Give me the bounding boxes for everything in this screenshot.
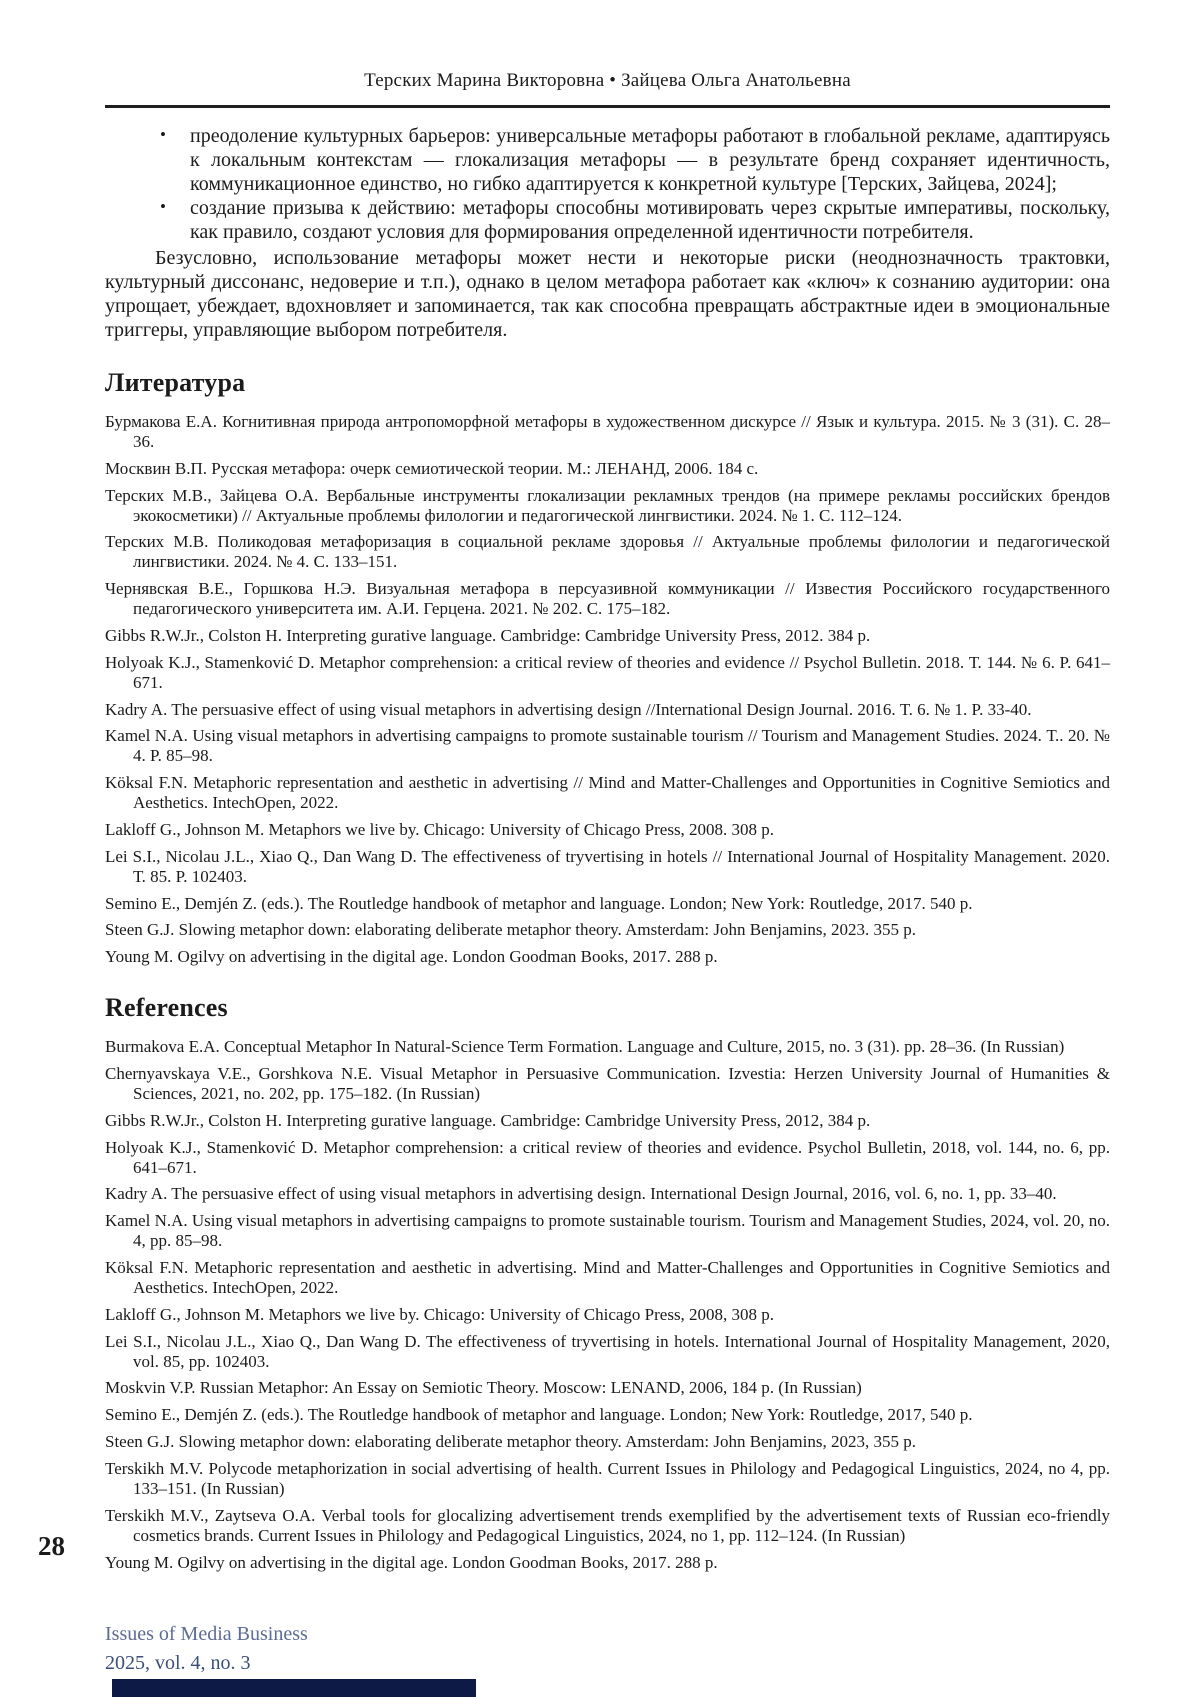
- reference-entry: Gibbs R.W.Jr., Colston H. Interpreting gurative language. Cambridge: Cambridge University Press, 2012, 384 p.: [105, 1110, 871, 1130]
- reference-entry: Бурмакова Е.А. Когнитивная природа антропоморфной метафоры в художественном дискурсе // Язык и культура. 2015. № 3 (31). С. 28–36.: [105, 412, 1110, 451]
- bullet-list: [105, 124, 1110, 244]
- reference-entry: Steen G.J. Slowing metaphor down: elaborating deliberate metaphor theory. Amsterdam: John Benjamins, 2023, 355 p.: [105, 1432, 916, 1452]
- reference-entry: Терских М.В. Поликодовая метафоризация в социальной рекламе здоровья // Актуальные проблемы филологии и педагогической лингвистики. 2024. № 4. С. 133–151.: [105, 532, 1110, 572]
- reference-entry: Gibbs R.W.Jr., Colston H. Interpreting gurative language. Cambridge: Cambridge University Press, 2012. 384 p.: [105, 625, 871, 645]
- reference-entry: Terskikh M.V. Polycode metaphorization in social advertising of health. Current Issues in Philology and Pedagogical Linguistics, 2024, no 4, pp. 133–151. (In Russian): [105, 1459, 1110, 1498]
- reference-entry: Lei S.I., Nicolau J.L., Xiao Q., Dan Wang D. The effectiveness of tryvertising in hotels // International Journal of Hospitality Management. 2020. Т. 85. P. 102403.: [105, 846, 1110, 886]
- literature-heading: Литература: [105, 368, 246, 397]
- reference-entry: Lakloff G., Johnson M. Metaphors we live by. Chicago: University of Chicago Press, 2008, 308 p.: [105, 1304, 775, 1324]
- document-page: [105, 0, 1110, 1579]
- reference-entry: Köksal F.N. Metaphoric representation and aesthetic in advertising. Mind and Matter-Challenges and Opportunities in Cognitive Semiotics and Aesthetics. IntechOpen, 2022.: [105, 1258, 1110, 1297]
- reference-entry: Holyoak K.J., Stamenković D. Metaphor comprehension: a critical review of theories and evidence // Psychol Bulletin. 2018. Т. 144. № 6. P. 641–671.: [105, 652, 1110, 692]
- reference-entry: Moskvin V.P. Russian Metaphor: An Essay on Semiotic Theory. Moscow: LENAND, 2006, 184 p. (In Russian): [105, 1378, 862, 1398]
- literature-list: [105, 412, 1110, 967]
- reference-entry: Burmakova E.A. Conceptual Metaphor In Natural-Science Term Formation. Language and Culture, 2015, no. 3 (31). pp. 28–36. (In Russian): [105, 1037, 1065, 1057]
- reference-entry: Terskikh M.V., Zaytseva O.A. Verbal tools for glocalizing advertisement trends exemplified by the advertisement texts of Russian eco-friendly cosmetics brands. Current Issues in Philology and Pedagogical Linguistics, 2024, no 1, pp. 112–124. (In Russian): [105, 1505, 1110, 1545]
- reference-entry: Kadry A. The persuasive effect of using visual metaphors in advertising design //International Design Journal. 2016. Т. 6. № 1. P. 33-40.: [105, 699, 1032, 719]
- reference-entry: Chernyavskaya V.E., Gorshkova N.E. Visual Metaphor in Persuasive Communication. Izvestia: Herzen University Journal of Humanities & Sciences, 2021, no. 202, pp. 175–182. (In Russian): [105, 1064, 1110, 1103]
- journal-issue: 2025, vol. 4, no. 3: [105, 1652, 251, 1674]
- header-rule: [105, 105, 1110, 108]
- bottom-bar: [112, 1679, 476, 1697]
- reference-entry: Steen G.J. Slowing metaphor down: elaborating deliberate metaphor theory. Amsterdam: John Benjamins, 2023. 355 p.: [105, 920, 916, 940]
- reference-entry: Kamel N.A. Using visual metaphors in advertising campaigns to promote sustainable tourism. Tourism and Management Studies, 2024, vol. 20, no. 4, pp. 85–98.: [105, 1211, 1110, 1251]
- reference-entry: Kamel N.A. Using visual metaphors in advertising campaigns to promote sustainable tourism // Tourism and Management Studies. 2024. Т.. 20. № 4. P. 85–98.: [105, 726, 1110, 766]
- reference-entry: Терских М.В., Зайцева О.А. Вербальные инструменты глокализации рекламных трендов (на примере рекламы российских брендов экокосметики) // Актуальные проблемы филологии и педагогической лингвистики. 2024. № 1. С. 112–124.: [105, 485, 1110, 525]
- bullet-item: • создание призыва к действию: метафоры способны мотивировать через скрытые императивы, поскольку, как правило, создают условия для формирования определенной идентичности потребителя.: [190, 196, 1110, 244]
- journal-title: Issues of Media Business: [105, 1623, 308, 1645]
- reference-entry: Чернявская В.Е., Горшкова Н.Э. Визуальная метафора в персуазивной коммуникации // Известия Российского государственного педагогического университета им. А.И. Герцена. 2021. № 202. С. 175–182.: [105, 579, 1110, 618]
- reference-entry: Young M. Ogilvy on advertising in the digital age. London Goodman Books, 2017. 288 p.: [105, 1552, 718, 1572]
- running-head-authors: Терских Марина Викторовна • Зайцева Ольга Анатольевна: [364, 70, 851, 91]
- reference-entry: Young M. Ogilvy on advertising in the digital age. London Goodman Books, 2017. 288 p.: [105, 947, 718, 967]
- journal-footer: [105, 1620, 308, 1678]
- references-heading: References: [105, 993, 228, 1023]
- references-list: [105, 1037, 1110, 1572]
- reference-entry: Lei S.I., Nicolau J.L., Xiao Q., Dan Wang D. The effectiveness of tryvertising in hotels. International Journal of Hospitality Management, 2020, vol. 85, pp. 102403.: [105, 1331, 1110, 1371]
- reference-entry: Holyoak K.J., Stamenković D. Metaphor comprehension: a critical review of theories and evidence. Psychol Bulletin, 2018, vol. 144, no. 6, pp. 641–671.: [105, 1137, 1110, 1177]
- reference-entry: Semino E., Demjén Z. (eds.). The Routledge handbook of metaphor and language. London; New York: Routledge, 2017, 540 p.: [105, 1405, 973, 1425]
- reference-entry: Lakloff G., Johnson M. Metaphors we live by. Chicago: University of Chicago Press, 2008. 308 p.: [105, 819, 775, 839]
- bullet-item: • преодоление культурных барьеров: универсальные метафоры работают в глобальной рекламе, адаптируясь к локальным контекстам — глокализация метафоры — в результате бренд сохраняет идентичность, коммуникационное единство, но гибко адаптируется к конкретной культуре [Терских, Зайцева, 2024];: [190, 124, 1110, 196]
- reference-entry: Москвин В.П. Русская метафора: очерк семиотической теории. М.: ЛЕНАНД, 2006. 184 с.: [105, 458, 759, 478]
- reference-entry: Kadry A. The persuasive effect of using visual metaphors in advertising design. International Design Journal, 2016, vol. 6, no. 1, pp. 33–40.: [105, 1184, 1057, 1204]
- reference-entry: Semino E., Demjén Z. (eds.). The Routledge handbook of metaphor and language. London; New York: Routledge, 2017. 540 p.: [105, 893, 973, 913]
- page-number: 28: [38, 1531, 65, 1561]
- intro-paragraph: Безусловно, использование метафоры может нести и некоторые риски (неоднозначность трактовки, культурный диссонанс, недоверие и т.п.), однако в целом метафора работает как «ключ» к сознанию аудитории: она упрощает, убеждает, вдохновляет и запоминается, так как способна превращать абстрактные идеи в эмоциональные триггеры, управляющие выбором потребителя.: [105, 247, 1110, 341]
- reference-entry: Köksal F.N. Metaphoric representation and aesthetic in advertising // Mind and Matter-Challenges and Opportunities in Cognitive Semiotics and Aesthetics. IntechOpen, 2022.: [105, 773, 1110, 812]
